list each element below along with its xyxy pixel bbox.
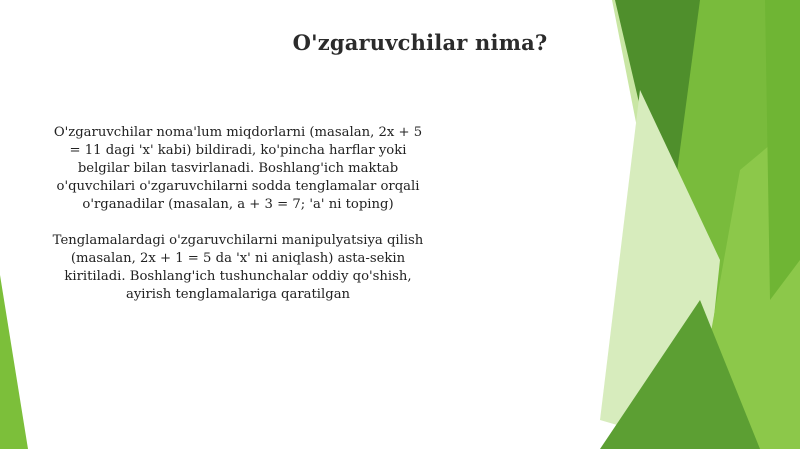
- slide-title: O'zgaruvchilar nima?: [292, 30, 548, 55]
- body-paragraph-1: O'zgaruvchilar noma'lum miqdorlarni (masalan, 2x + 5 = 11 dagi 'x' kabi) bildiradi, ko'pincha harflar yoki belgilar bilan tasvirlanadi. Boshlang'ich maktab o'quvchilari o'zgaruvchilarni sodda tenglamalar orqali o'rganadilar (masalan, a + 3 = 7; 'a' ni toping): [53, 125, 423, 212]
- facet-bright: [765, 0, 800, 300]
- body-paragraph-2: Tenglamalardagi o'zgaruvchilarni manipulyatsiya qilish (masalan, 2x + 1 = 5 da 'x' ni aniqlash) asta-sekin kiritiladi. Boshlang'ich tushunchalar oddiy qo'shish, ayirish tenglamalariga qaratilgan: [52, 233, 424, 302]
- slide-body: [52, 124, 424, 304]
- facet-left-sliver: [0, 275, 28, 449]
